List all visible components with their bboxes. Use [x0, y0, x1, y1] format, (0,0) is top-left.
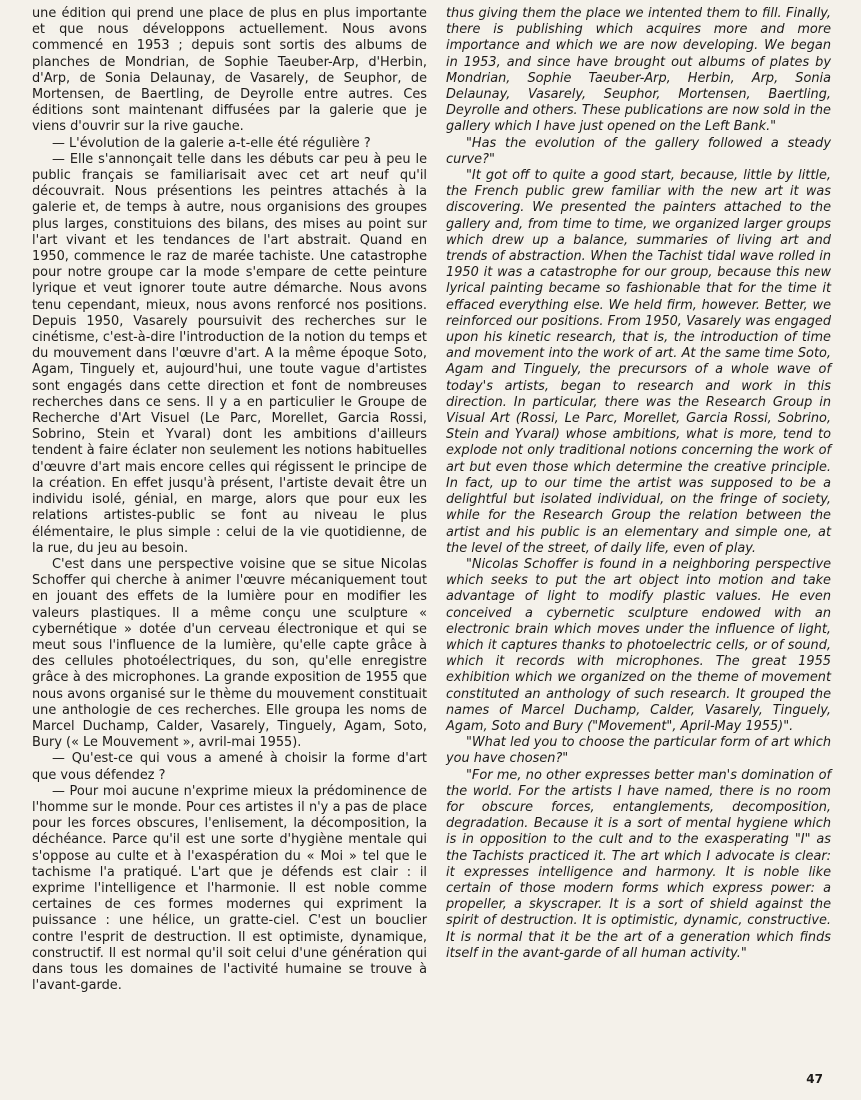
paragraph: une édition qui prend une place de plus en plus importante et que nous développons actuellement. Nous avons commencé en 1953 ; depuis sont sortis des albums de planches de Mondrian, de Sophie Taeuber-Arp, d'Herbin, d'Arp, de Sonia Delaunay, de Vasarely, de Seuphor, de Mortensen, de Baertling, de Deyrolle entre autres. Ces éditions sont maintenant diffusées par la galerie que je viens d'ouvrir sur la rive gauche. [32, 6, 427, 135]
paragraph: "It got off to quite a good start, because, little by little, the French public grew familiar with the new art it was discovering. We presented the painters attached to the gallery and, from time to time, we organized larger groups which drew up a balance, summaries of living art and trends of abstraction. When the Tachist tidal wave rolled in 1950 it was a catastrophe for our group, because this new lyrical painting became so fashionable that for the time it effaced everything else. We held firm, however. Better, we reinforced our positions. From 1950, Vasarely was engaged upon his kinetic research, that is, the introduction of time and movement into the work of art. At the same time Soto, Agam and Tinguely, the precursors of a whole wave of today's artists, began to research and work in this direction. In particular, there was the Research Group in Visual Art (Rossi, Le Parc, Morellet, Garcia Rossi, Sobrino, Stein and Yvaral) whose ambitions, what is more, tend to explode not only traditional notions concerning the work of art but even those which determine the creative principle. In fact, up to our time the artist was supposed to be a delightful but isolated individual, on the fringe of society, while for the Research Group the relation between the artist and his public is an elementary and simple one, at the level of the street, of daily life, even of play. [446, 168, 831, 556]
english-text-column [446, 6, 831, 962]
paragraph: "What led you to choose the particular form of art which you have chosen?" [446, 735, 831, 767]
paragraph: — Pour moi aucune n'exprime mieux la prédominence de l'homme sur le monde. Pour ces artistes il n'y a pas de place pour les forces obscures, l'enlisement, la décomposition, la déchéance. Parce qu'il est une sorte d'hygiène mentale qui s'oppose au culte et à l'exaspération du « Moi » tel que le tachisme l'a pratiqué. L'art que je défends est clair : il exprime l'intelligence et l'harmonie. Il est noble comme certaines de ces formes modernes qui expriment la puissance : une hélice, un gratte-ciel. C'est un bouclier contre l'esprit de destruction. Il est optimiste, dynamique, constructif. Il est normal qu'il soit celui d'une génération qui dans tous les domaines de l'activité humaine se trouve à l'avant-garde. [32, 783, 427, 994]
paragraph: — L'évolution de la galerie a-t-elle été régulière ? [52, 135, 371, 151]
paragraph: thus giving them the place we intented them to fill. Finally, there is publishing which acquires more and more importance and which we are now developing. We began in 1953, and since have brought out albums of plates by Mondrian, Sophie Taeuber-Arp, Herbin, Arp, Sonia Delaunay, Vasarely, Seuphor, Mortensen, Baertling, Deyrolle and others. These publications are now sold in the gallery which I have just opened on the Left Bank." [446, 6, 831, 135]
paragraph: — Qu'est-ce qui vous a amené à choisir la forme d'art que vous défendez ? [32, 751, 427, 783]
french-text-column [32, 6, 427, 994]
paragraph: "For me, no other expresses better man's domination of the world. For the artists I have named, there is no room for obscure forces, entanglements, decomposition, degradation. Because it is a sort of mental hygiene which is in opposition to the cult and to the exasperating "I" as the Tachists practiced it. The art which I advocate is clear: it expresses intelligence and harmony. It is noble like certain of those modern forms which express power: a propeller, a skyscraper. It is a sort of shield against the spirit of destruction. It is optimistic, dynamic, constructive. It is normal that it be the art of a generation which finds itself in the avant-garde of all human activity." [446, 767, 831, 961]
paragraph: — Elle s'annonçait telle dans les débuts car peu à peu le public français se familiarisait avec cet art neuf qu'il découvrait. Nous présentions les peintres attachés à la galerie et, de temps à autre, nous organisions des groupes plus larges, constituions des bilans, des mises au point sur l'art vivant et les tendances de l'art abstrait. Quand en 1950, commence le raz de marée tachiste. Une catastrophe pour notre groupe car la mode s'empare de cette peinture lyrique et veut ignorer toute autre démarche. Nous avons tenu cependant, mieux, nous avons renforcé nos positions. Depuis 1950, Vasarely poursuivit des recherches sur le cinétisme, c'est-à-dire l'introduction de la notion du temps et du mouvement dans l'œuvre d'art. A la même époque Soto, Agam, Tinguely et, aujourd'hui, une toute vague d'artistes sont engagés dans cette direction et font de nombreuses recherches dans ce sens. Il y a en particulier le Groupe de Recherche d'Art Visuel (Le Parc, Morellet, Garcia Rossi, Sobrino, Stein et Yvaral) dont les ambitions d'ailleurs tendent à faire éclater non seulement les notions habituelles d'œuvre d'art mais encore celles qui régissent le principe de la création. En effet jusqu'à présent, l'artiste devait être un individu isolé, génial, en marge, alors que pour eux les relations artistes-public se font au niveau le plus élémentaire, le plus simple : celui de la vie quotidienne, de la rue, du jeu au besoin. [32, 151, 427, 556]
page-number: 47 [806, 1072, 823, 1086]
paragraph: "Has the evolution of the gallery followed a steady curve?" [446, 135, 831, 167]
paragraph: C'est dans une perspective voisine que se situe Nicolas Schoffer qui cherche à animer l'œuvre mécaniquement tout en jouant des effets de la lumière pour en modifier les valeurs plastiques. Il a même conçu une sculpture « cybernétique » dotée d'un cerveau électronique et qui se meut sous l'influence de la lumière, qu'elle capte grâce à des cellules photoélectriques, du son, qu'elle enregistre grâce à des microphones. La grande exposition de 1955 que nous avons organisé sur le thème du mouvement constituait une anthologie de ces recherches. Elle groupa les noms de Marcel Duchamp, Calder, Vasarely, Tinguely, Agam, Soto, Bury (« Le Mouvement », avril-mai 1955). [32, 556, 427, 751]
paragraph: "Nicolas Schoffer is found in a neighboring perspective which seeks to put the art object into motion and take advantage of light to modify plastic values. He even conceived a cybernetic sculpture endowed with an electronic brain which moves under the influence of light, which it captures thanks to photoelectric cells, or of sound, which it records with microphones. The great 1955 exhibition which we organized on the theme of movement constituted an anthology of such research. It grouped the names of Marcel Duchamp, Calder, Vasarely, Tinguely, Agam, Soto and Bury ("Movement", April-May 1955)". [446, 556, 831, 734]
